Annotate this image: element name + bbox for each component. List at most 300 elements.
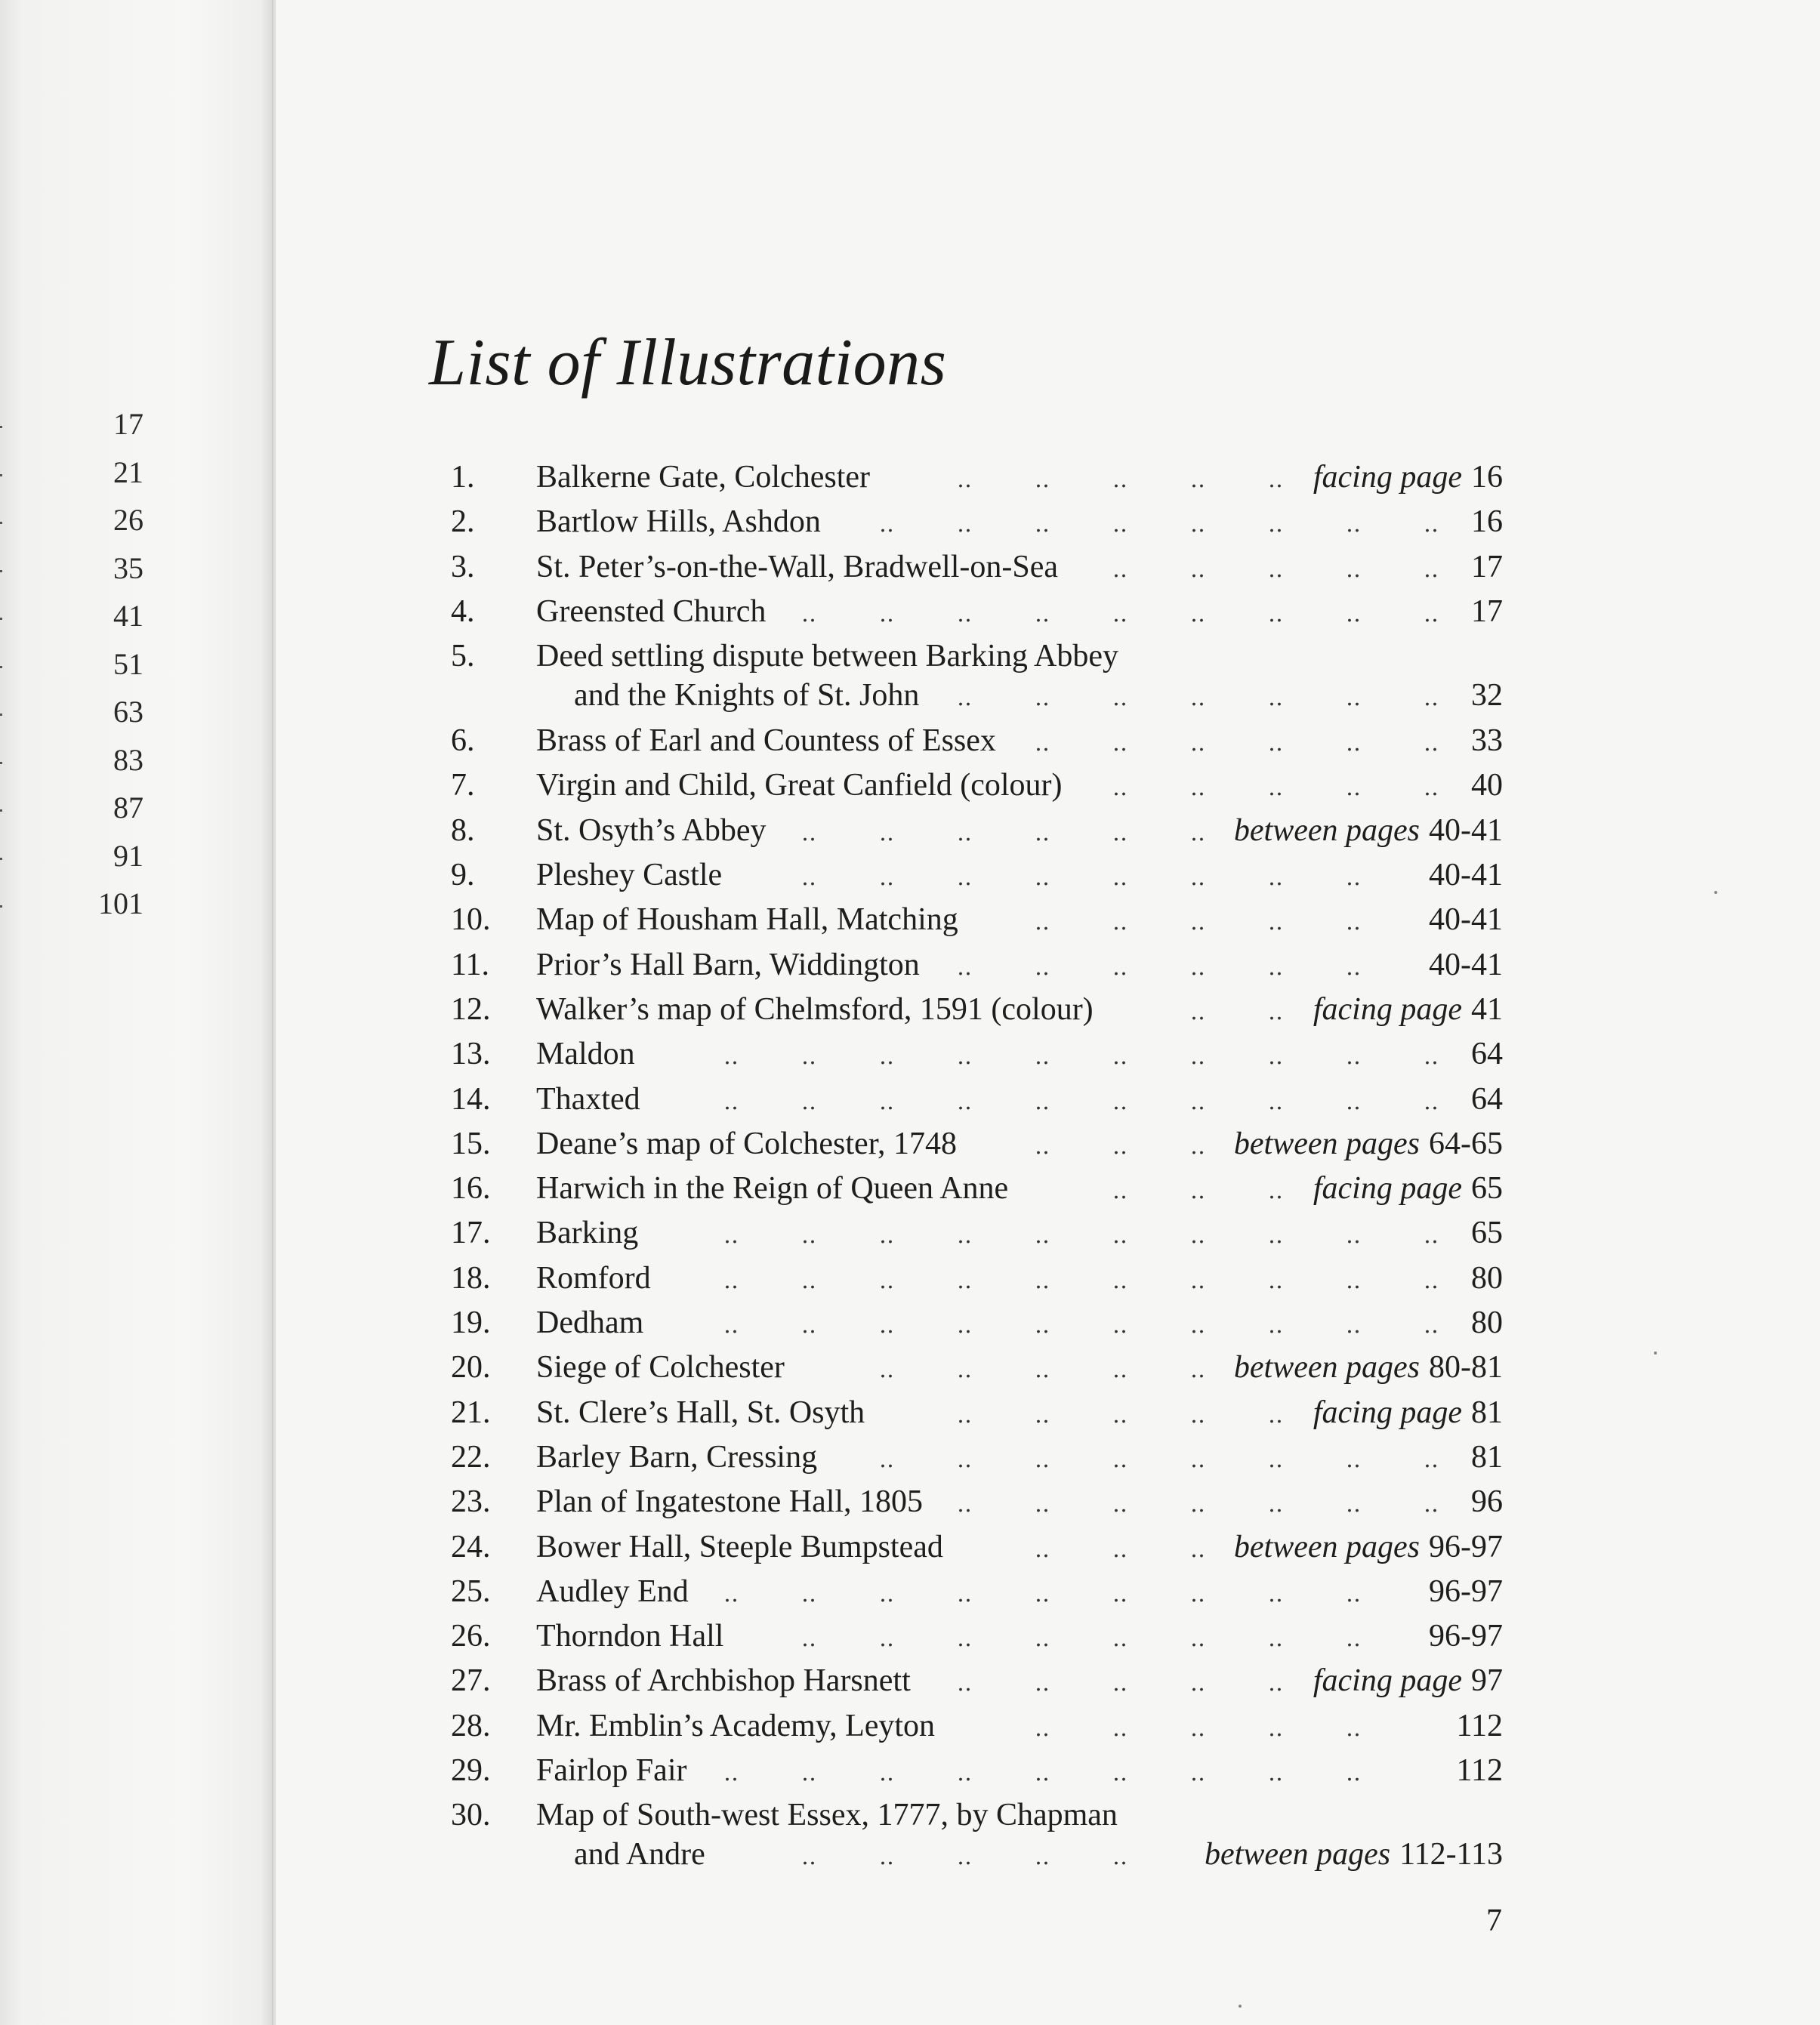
entry-number [419, 1525, 502, 1570]
leader-dots: ‥ [957, 1358, 973, 1383]
leader-dots: ‥ [1424, 731, 1439, 757]
leader-dots: ‥ [1346, 731, 1362, 757]
entry-page-reference [1429, 1614, 1503, 1659]
leader-dots: ‥ [801, 1044, 817, 1070]
leader-dots: ‥ [1346, 1313, 1362, 1339]
illustration-entry [419, 763, 1503, 808]
leader-dots: ‥ [723, 1761, 739, 1786]
leader-dots: ‥ [1112, 1536, 1128, 1562]
leader-dots: ‥ [957, 1089, 973, 1114]
entry-page-reference [1205, 1832, 1503, 1877]
entry-page-number: 40-41 [1429, 812, 1503, 848]
entry-page-label: between pages [1233, 1126, 1420, 1161]
leader-dots: ‥ [1190, 1761, 1206, 1786]
entry-number-text: 4. [451, 593, 475, 629]
entry-page-number: 41 [1471, 991, 1503, 1027]
entry-page-reference [1429, 898, 1503, 942]
leader-dots: ‥ [1112, 1402, 1128, 1428]
entry-title: St. Clere’s Hall, St. Osyth [536, 1395, 865, 1430]
entry-number-text: 15. [451, 1126, 491, 1161]
entry-number-text: 14. [451, 1081, 491, 1117]
entry-number [419, 853, 502, 898]
leader-dots: ‥ [1035, 1402, 1050, 1428]
entry-page-number: 96-97 [1429, 1573, 1503, 1609]
entry-title: Harwich in the Reign of Queen Anne [536, 1171, 1009, 1207]
leader-dots: ‥ [1268, 1044, 1284, 1070]
entry-page-reference [1313, 1659, 1503, 1703]
leader-dots: ‥ [1190, 601, 1206, 627]
leader-dots: ‥ [1268, 1447, 1284, 1472]
entry-title: Map of South-west Essex, 1777, by Chapman [536, 1798, 1118, 1833]
leader-dots: ‥ [1424, 1044, 1439, 1070]
entry-title: Siege of Colchester [536, 1350, 785, 1385]
entry-number-text: 28. [451, 1708, 491, 1743]
entry-number-text: 5. [451, 639, 475, 674]
entry-page-reference [1313, 1167, 1503, 1211]
leader-dots: ‥ [723, 1044, 739, 1070]
leader-dots: ‥ [1190, 1492, 1206, 1518]
leader-dots: ‥ [1424, 1089, 1439, 1114]
leader-dots: ‥ [1346, 1715, 1362, 1741]
leader-dots: ‥ [1346, 1268, 1362, 1293]
leader-dots: ‥ [801, 1761, 817, 1786]
entry-number-text: 6. [451, 723, 475, 759]
entry-number-text: 27. [451, 1663, 491, 1699]
entry-title: Bartlow Hills, Ashdon [536, 504, 821, 540]
entry-title: Deane’s map of Colchester, 1748 [536, 1126, 957, 1161]
leader-dots: ‥ [1346, 556, 1362, 582]
leader-dots: ‥ [1112, 512, 1128, 538]
entry-number [419, 1211, 502, 1256]
entry-page-number: 81 [1471, 1439, 1503, 1475]
entry-number-text: 9. [451, 858, 475, 893]
leader-dots: ‥ [1268, 686, 1284, 711]
entry-number-text: 18. [451, 1260, 491, 1296]
illustration-entry [419, 719, 1503, 763]
entry-page-label: facing page [1313, 1663, 1462, 1699]
leader-dots: ‥ [1035, 1044, 1050, 1070]
leader-dots: ‥ [1190, 910, 1206, 935]
leader-dots: ‥ [1268, 1492, 1284, 1518]
illustration-entry [419, 1167, 1503, 1211]
leader-dots: ‥ [1112, 910, 1128, 935]
entry-page-number: 40-41 [1429, 947, 1503, 982]
leader-dots: ‥ [1035, 601, 1050, 627]
scan-speck [1654, 1352, 1657, 1355]
illustration-entry [419, 1704, 1503, 1749]
entry-number [419, 763, 502, 808]
leader-dots: ‥ [879, 1044, 895, 1070]
leader-dots: ‥ [1424, 1268, 1439, 1293]
leader-dots: ‥ [1268, 1223, 1284, 1249]
entry-number-text: 19. [451, 1305, 491, 1341]
entry-title: Barley Barn, Cressing [536, 1439, 818, 1475]
leader-dots: ‥ [879, 512, 895, 538]
entry-title: Mr. Emblin’s Academy, Leyton [536, 1708, 936, 1743]
entry-title: Prior’s Hall Barn, Widdington [536, 947, 920, 982]
leader-dots: ‥ [957, 1761, 973, 1786]
leader-dots: ‥ [1112, 1626, 1128, 1652]
entry-page-number: 80 [1471, 1260, 1503, 1296]
leader-dots: ‥ [1112, 1179, 1128, 1204]
entry-number-text: 24. [451, 1529, 491, 1564]
entry-number [419, 1122, 502, 1167]
leader-dots: ‥ [1112, 954, 1128, 980]
leader-dots: ‥ [801, 1223, 817, 1249]
leader-dots: ‥ [801, 1626, 817, 1652]
entry-number-text: 12. [451, 991, 491, 1027]
leader-dots: ‥ [1424, 686, 1439, 711]
entry-number [419, 1391, 502, 1435]
leader-dots: ‥ [1346, 512, 1362, 538]
leader-dots: ‥ [879, 865, 895, 891]
leader-dots: ‥ [1190, 1358, 1206, 1383]
leader-dots: ‥ [1112, 1845, 1128, 1870]
leader-dots: ‥ [1346, 1223, 1362, 1249]
leader-dots: ‥ [1112, 601, 1128, 627]
leader-dots: ‥ [957, 1845, 973, 1870]
leader-dots: ‥ [1424, 1492, 1439, 1518]
entry-page-number: 16 [1471, 460, 1503, 495]
entry-page-reference [1471, 590, 1503, 634]
entry-number-text: 1. [451, 460, 475, 495]
illustration-entry [419, 1749, 1503, 1793]
entry-number [419, 1301, 502, 1345]
leader-dots: ‥ [1268, 1581, 1284, 1607]
leader-dots: ‥ [1035, 1313, 1050, 1339]
leader-dots: ‥ [1190, 1581, 1206, 1607]
leader-dots: ‥ [1035, 1089, 1050, 1114]
entry-page-reference [1429, 1570, 1503, 1614]
leader-dots: ‥ [1112, 865, 1128, 891]
leader-dots: ‥ [1346, 1581, 1362, 1607]
leader-dots: ‥ [1268, 467, 1284, 492]
leader-dots: ‥ [1190, 1715, 1206, 1741]
illustration-entry [419, 500, 1503, 544]
leader-dots: ‥ [1268, 601, 1284, 627]
leader-dots: ‥ [879, 1845, 895, 1870]
entry-number [419, 988, 502, 1032]
entry-page-number: 40-41 [1429, 858, 1503, 893]
entry-page-reference [1457, 1749, 1503, 1793]
illustration-entry [419, 853, 1503, 898]
entry-title: St. Peter’s-on-the-Wall, Bradwell-on-Sea [536, 549, 1058, 584]
illustration-entry [419, 1659, 1503, 1703]
leader-dots: ‥ [1190, 1402, 1206, 1428]
entry-title: Map of Housham Hall, Matching [536, 902, 958, 938]
leader-dots: ‥ [1346, 1447, 1362, 1472]
left-page-number: 41 [68, 592, 143, 640]
leader-dots: ‥ [1190, 731, 1206, 757]
page-number: 7 [1486, 1903, 1502, 1938]
leader-dots: ‥ [1190, 1313, 1206, 1339]
leader-dots: ‥ [1346, 1089, 1362, 1114]
entry-page-reference [1471, 763, 1503, 808]
entry-page-label: facing page [1313, 1395, 1462, 1430]
leader-dots: ‥ [1346, 910, 1362, 935]
entry-page-label: between pages [1233, 1529, 1420, 1564]
entry-page-number: 65 [1471, 1216, 1503, 1251]
leader-dots: ‥ [957, 1671, 973, 1697]
entry-page-number: 32 [1471, 678, 1503, 714]
leader-dots: ‥ [1268, 512, 1284, 538]
leader-dots: ‥ [1190, 775, 1206, 801]
entry-page-number: 80 [1471, 1305, 1503, 1341]
entry-page-reference [1471, 500, 1503, 544]
illustration-entry [419, 1391, 1503, 1435]
leader-dots: ‥ [1112, 1358, 1128, 1383]
leader-dots: ‥ [1112, 1447, 1128, 1472]
entry-page-number: 80-81 [1429, 1350, 1503, 1385]
leader-dots: ‥ [1268, 1089, 1284, 1114]
leader-dots: ‥ [1424, 601, 1439, 627]
leader-dots: ‥ [1268, 1761, 1284, 1786]
leader-dots: ‥ [957, 1268, 973, 1293]
entry-page-reference [1234, 1345, 1503, 1390]
leader-dots: ‥ [1190, 1536, 1206, 1562]
leader-dots: ‥ [1190, 1044, 1206, 1070]
illustration-entry [419, 1122, 1503, 1167]
left-page-number: 101 [68, 880, 143, 928]
leader-dots: ‥ [1035, 1626, 1050, 1652]
entry-number-text: 10. [451, 902, 491, 938]
leader-dots: ‥ [1346, 1626, 1362, 1652]
illustration-entry [419, 590, 1503, 634]
left-page-number: 35 [68, 544, 143, 593]
left-page-number: 51 [68, 640, 143, 689]
entry-number [419, 1077, 502, 1122]
entry-number-text: 8. [451, 812, 475, 848]
leader-dots: ‥ [879, 1089, 895, 1114]
left-page-number: 91 [68, 832, 143, 880]
entry-page-number: 96-97 [1429, 1529, 1503, 1564]
entry-page-label: between pages [1205, 1837, 1391, 1872]
entry-number [419, 1032, 502, 1077]
leader-dots: ‥ [1346, 1492, 1362, 1518]
entry-number-text: 26. [451, 1619, 491, 1654]
entry-title-continued: and the Knights of St. John [574, 678, 920, 714]
leader-dots: ‥ [1190, 1179, 1206, 1204]
entry-number [419, 1659, 502, 1703]
leader-dots: ‥ [1268, 1402, 1284, 1428]
leader-dots: ‥ [1268, 999, 1284, 1025]
entry-page-label: facing page [1313, 1171, 1462, 1207]
leader-dots: ‥ [723, 1223, 739, 1249]
leader-dots: ‥ [1112, 1133, 1128, 1159]
illustration-entry [419, 1570, 1503, 1614]
entry-page-number: 112-113 [1399, 1837, 1503, 1872]
leader-dots: ‥ [801, 1313, 817, 1339]
entry-page-reference [1471, 545, 1503, 590]
entry-title: Plan of Ingatestone Hall, 1805 [536, 1484, 924, 1520]
entry-title: Dedham [536, 1305, 644, 1341]
entry-number-text: 2. [451, 504, 475, 540]
illustration-entry [419, 1211, 1503, 1256]
leader-dots: ‥ [801, 1268, 817, 1293]
left-page-fragment [0, 0, 276, 2025]
leader-dots: ‥ [1190, 1626, 1206, 1652]
leader-dots: ‥ [1035, 910, 1050, 935]
illustration-entry [419, 1032, 1503, 1077]
leader-dots: ‥ [879, 820, 895, 846]
leader-dots: ‥ [1112, 731, 1128, 757]
leader-dots: ‥ [1268, 910, 1284, 935]
entry-number-text: 25. [451, 1573, 491, 1609]
leader-dots: ‥ [1035, 865, 1050, 891]
leader-dots: ‥ [957, 1626, 973, 1652]
leader-dots: ‥ [957, 865, 973, 891]
entry-number [419, 1614, 502, 1659]
leader-dots: ‥ [1190, 686, 1206, 711]
illustration-entry [419, 988, 1503, 1032]
leader-dots: ‥ [1112, 1761, 1128, 1786]
leader-dots: ‥ [879, 1581, 895, 1607]
leader-dots: ‥ [1035, 1223, 1050, 1249]
page-title: List of Illustrations [429, 326, 947, 399]
leader-dots: ‥ [1268, 865, 1284, 891]
entry-page-reference [1313, 1391, 1503, 1435]
entry-number-text: 13. [451, 1037, 491, 1072]
entry-number [419, 1167, 502, 1211]
leader-dots: ‥ [879, 1626, 895, 1652]
entry-page-number: 81 [1471, 1395, 1503, 1430]
entry-number [419, 809, 502, 853]
leader-dots: ‥ [723, 1268, 739, 1293]
leader-dots: ‥ [957, 1492, 973, 1518]
leader-dots: ‥ [957, 1402, 973, 1428]
entry-number [419, 634, 502, 679]
leader-dots: ‥ [1268, 556, 1284, 582]
leader-dots: ‥ [723, 1089, 739, 1114]
leader-dots: ‥ [1035, 1761, 1050, 1786]
leader-dots: ‥ [879, 1761, 895, 1786]
leader-dots: ‥ [957, 1044, 973, 1070]
left-page-number: 83 [68, 736, 143, 784]
leader-dots: ‥ [1112, 467, 1128, 492]
entry-title: Fairlop Fair [536, 1753, 687, 1789]
leader-dots: ‥ [801, 865, 817, 891]
leader-dots: ‥ [1346, 686, 1362, 711]
illustration-entry [419, 1077, 1503, 1122]
left-page-number: 17 [68, 400, 143, 448]
leader-dots: ‥ [879, 1313, 895, 1339]
leader-dots: ‥ [1112, 1044, 1128, 1070]
entry-number-text: 22. [451, 1439, 491, 1475]
entry-title: Virgin and Child, Great Canfield (colour) [536, 768, 1063, 803]
entry-title: Walker’s map of Chelmsford, 1591 (colour) [536, 991, 1094, 1027]
leader-dots: ‥ [957, 467, 973, 492]
entry-page-number: 17 [1471, 593, 1503, 629]
scan-speck [1239, 2005, 1242, 2008]
leader-dots: ‥ [1035, 512, 1050, 538]
leader-dots: ‥ [1268, 1179, 1284, 1204]
leader-dots: ‥ [1035, 1133, 1050, 1159]
illustration-entry [419, 898, 1503, 942]
leader-dots: ‥ [1268, 1313, 1284, 1339]
leader-dots: ‥ [801, 601, 817, 627]
leader-dots: ‥ [879, 601, 895, 627]
leader-dots: ‥ [1035, 1581, 1050, 1607]
leader-dots: ‥ [1035, 467, 1050, 492]
illustration-entry [419, 1435, 1503, 1480]
entry-title: Brass of Earl and Countess of Essex [536, 723, 996, 759]
entry-title: Maldon [536, 1037, 635, 1072]
illustration-entry [419, 1345, 1503, 1390]
entry-page-number: 112 [1456, 1708, 1503, 1743]
leader-dots: ‥ [957, 954, 973, 980]
entry-number-text: 16. [451, 1171, 491, 1207]
leader-dots: ‥ [1424, 1313, 1439, 1339]
leader-dots: ‥ [1035, 1358, 1050, 1383]
entry-page-number: 96-97 [1429, 1619, 1503, 1654]
entry-title: St. Osyth’s Abbey [536, 812, 767, 848]
entry-title: Barking [536, 1216, 639, 1251]
leader-dots: ‥ [1035, 1845, 1050, 1870]
entry-page-reference [1429, 943, 1503, 988]
leader-dots: ‥ [1268, 1671, 1284, 1697]
entry-number-text: 11. [451, 947, 489, 982]
leader-dots: ‥ [1424, 775, 1439, 801]
leader-dots: ‥ [1268, 1626, 1284, 1652]
illustration-entry [419, 809, 1503, 853]
entry-page-reference [1313, 988, 1503, 1032]
leader-dots: ‥ [1112, 1313, 1128, 1339]
entry-page-reference [1471, 1077, 1503, 1122]
entry-title: Balkerne Gate, Colchester [536, 460, 870, 495]
entry-page-label: facing page [1313, 460, 1462, 495]
entry-page-reference [1457, 1704, 1503, 1749]
entry-page-label: between pages [1233, 812, 1420, 848]
entry-number [419, 590, 502, 634]
leader-dots: ‥ [1035, 1492, 1050, 1518]
entry-title: Greensted Church [536, 593, 767, 629]
leader-dots: ‥ [1346, 865, 1362, 891]
leader-dots: ‥ [1190, 999, 1206, 1025]
entry-number-text: 23. [451, 1484, 491, 1520]
leader-dots: ‥ [1190, 1671, 1206, 1697]
entry-number-text: 3. [451, 549, 475, 584]
entry-number [419, 943, 502, 988]
leader-dots: ‥ [1112, 1671, 1128, 1697]
leader-dots: ‥ [957, 820, 973, 846]
leader-dots: ‥ [1035, 686, 1050, 711]
entry-page-label: between pages [1233, 1350, 1420, 1385]
entry-title: Thorndon Hall [536, 1619, 724, 1654]
entry-page-number: 96 [1471, 1484, 1503, 1520]
entry-page-number: 64 [1471, 1037, 1503, 1072]
leader-dots: ‥ [1190, 1268, 1206, 1293]
entry-number [419, 1704, 502, 1749]
entry-number [419, 719, 502, 763]
leader-dots: ‥ [801, 1845, 817, 1870]
entry-page-reference [1429, 853, 1503, 898]
leader-dots: ‥ [1035, 820, 1050, 846]
entry-page-reference [1234, 1122, 1503, 1167]
leader-dots: ‥ [957, 1223, 973, 1249]
leader-dots: ‥ [1424, 556, 1439, 582]
entry-page-number: 16 [1471, 504, 1503, 540]
leader-dots: ‥ [723, 1581, 739, 1607]
entry-title: Thaxted [536, 1081, 640, 1117]
entry-page-number: 65 [1471, 1171, 1503, 1207]
left-page-number: 21 [68, 448, 143, 497]
leader-dots: ‥ [957, 601, 973, 627]
entry-page-reference [1471, 673, 1503, 718]
leader-dots: ‥ [1190, 954, 1206, 980]
leader-dots: ‥ [723, 1313, 739, 1339]
illustration-entry [419, 1525, 1503, 1570]
leader-dots: ‥ [1112, 686, 1128, 711]
